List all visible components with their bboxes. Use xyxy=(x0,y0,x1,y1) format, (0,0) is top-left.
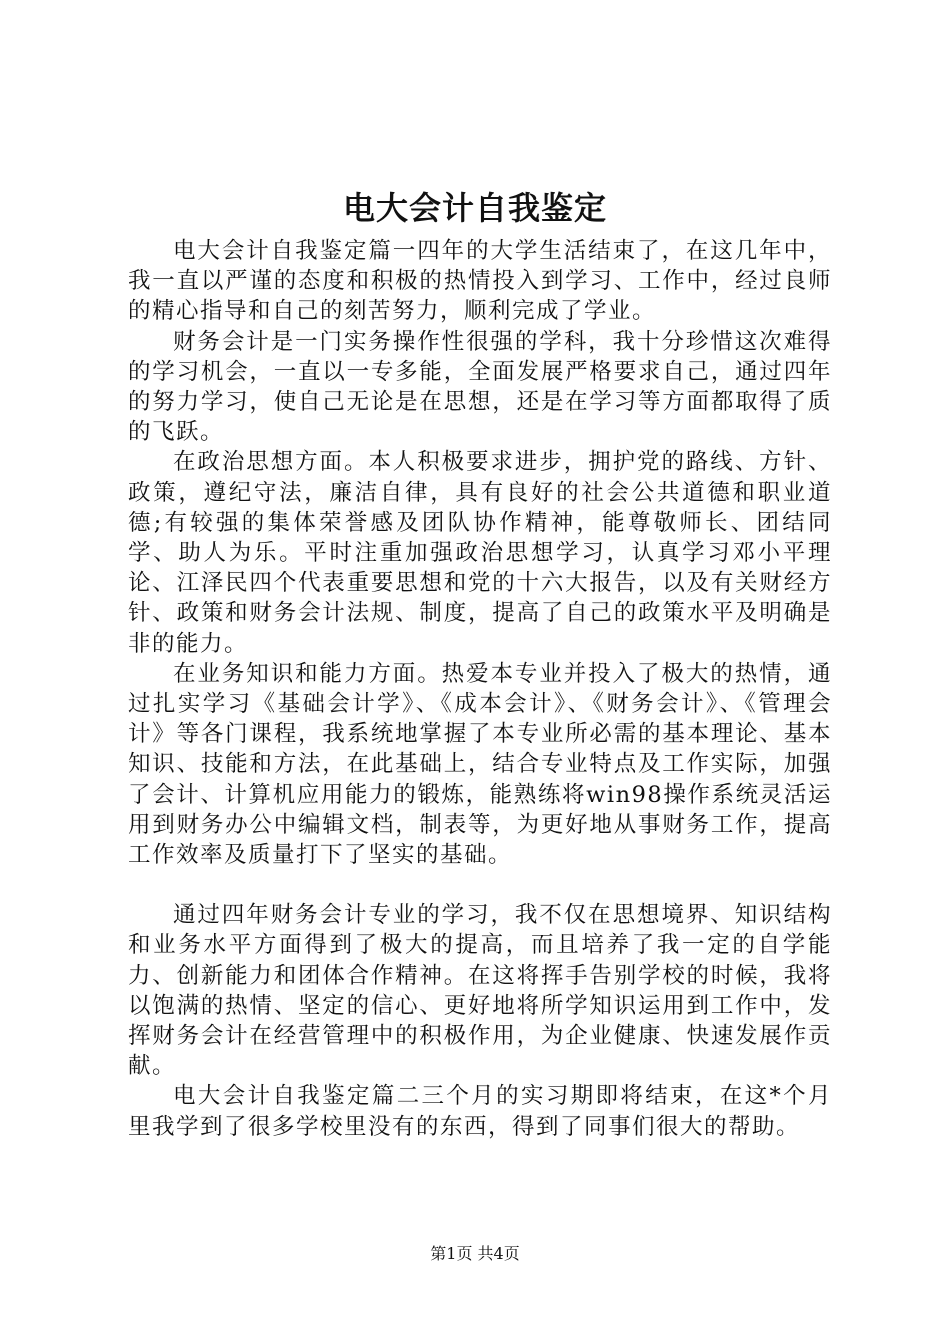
document-body xyxy=(128,236,832,1142)
paragraph-accounting-study: 财务会计是一门实务操作性很强的学科，我十分珍惜这次难得的学习机会，一直以一专多能，全面发展严格要求自己，通过四年的努力学习，使自己无论是在思想，还是在学习等方面都取得了质的飞跃。 xyxy=(128,328,832,446)
paragraph-political-thought: 在政治思想方面。本人积极要求进步，拥护党的路线、方针、政策，遵纪守法，廉洁自律，具有良好的社会公共道德和职业道德;有较强的集体荣誉感及团队协作精神，能尊敬师长、团结同学、助人为乐。平时注重加强政治思想学习，认真学习邓小平理论、江泽民四个代表重要思想和党的十六大报告，以及有关财经方针、政策和财务会计法规、制度，提高了自己的政策水平及明确是非的能力。 xyxy=(128,449,832,657)
paragraph-spacer xyxy=(128,870,832,900)
paragraph-second-article: 电大会计自我鉴定篇二三个月的实习期即将结束，在这*个月里我学到了很多学校里没有的东西，得到了同事们很大的帮助。 xyxy=(128,1083,832,1140)
paragraph-professional-skills: 在业务知识和能力方面。热爱本专业并投入了极大的热情，通过扎实学习《基础会计学》、《成本会计》、《财务会计》、《管理会计》等各门课程，我系统地掌握了本专业所必需的基本理论、基本知识、技能和方法，在此基础上，结合专业特点及工作实际，加强了会计、计算机应用能力的锻炼，能熟练将win98操作系统灵活运用到财务办公中编辑文档，制表等，为更好地从事财务工作，提高工作效率及质量打下了坚实的基础。 xyxy=(128,660,832,869)
paragraph-summary: 通过四年财务会计专业的学习，我不仅在思想境界、知识结构和业务水平方面得到了极大的提高，而且培养了我一定的自学能力、创新能力和团体合作精神。在这将挥手告别学校的时候，我将以饱满的热情、坚定的信心、更好地将所学知识运用到工作中，发挥财务会计在经营管理中的积极作用，为企业健康、快速发展作贡献。 xyxy=(128,902,832,1080)
page-title: 电大会计自我鉴定 xyxy=(342,189,607,227)
paragraph-intro: 电大会计自我鉴定篇一四年的大学生活结束了，在这几年中，我一直以严谨的态度和积极的热情投入到学习、工作中，经过良师的精心指导和自己的刻苦努力，顺利完成了学业。 xyxy=(128,238,832,325)
page-number-footer: 第1页 共4页 xyxy=(430,1244,520,1263)
